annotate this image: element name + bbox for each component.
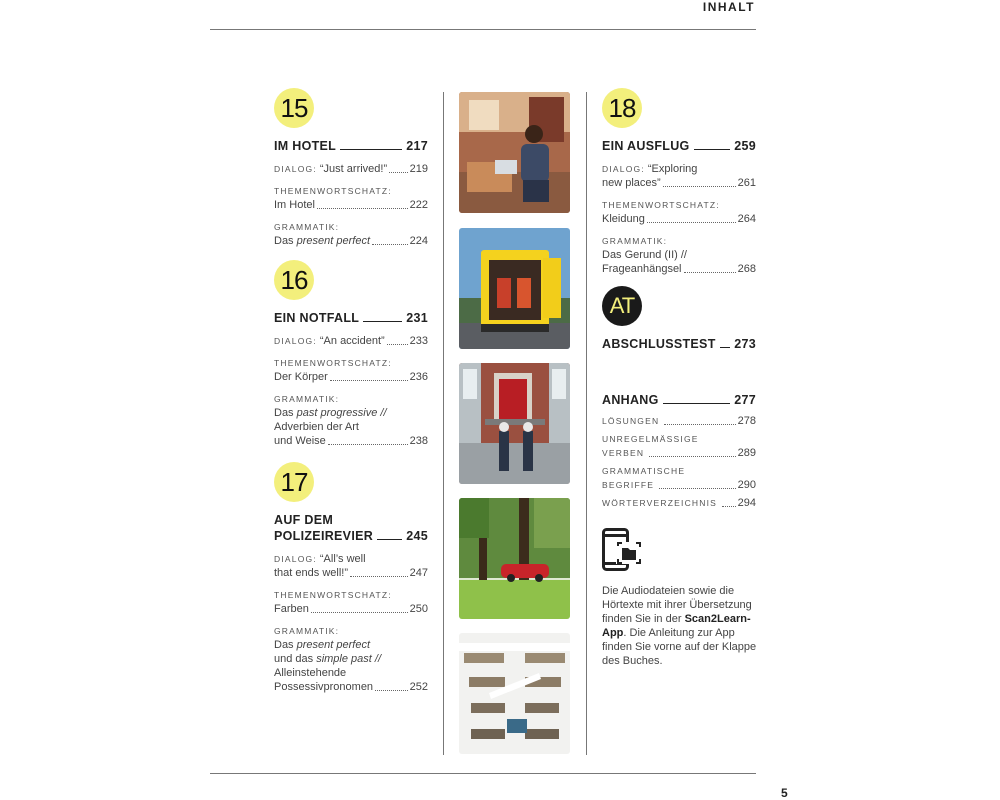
leader-dots: [350, 576, 408, 577]
entry-text: “Just arrived!”: [319, 163, 388, 175]
chapter-page: 259: [734, 139, 756, 153]
entry-page: 278: [737, 415, 756, 427]
ambulance-photo: [459, 228, 570, 349]
chapter-title-text: IM HOTEL: [274, 139, 337, 153]
appendix-item[interactable]: [602, 464, 756, 492]
grammar-entry[interactable]: [602, 234, 756, 276]
entry-page: 294: [737, 497, 756, 509]
entry-page: 289: [737, 447, 756, 459]
grammar-entry[interactable]: [274, 624, 428, 694]
section-title: INHALT: [702, 0, 755, 14]
entry-label: DIALOG:: [274, 336, 317, 346]
scan-phone-icon: [602, 528, 642, 572]
chapter-page: 231: [406, 311, 428, 325]
bottom-rule: [210, 773, 756, 774]
entry-page: 247: [409, 567, 428, 579]
entry-label: GRAMMATIK:: [274, 222, 340, 232]
chapter-number-badge: 17: [274, 462, 314, 502]
entry-page: 219: [409, 163, 428, 175]
chapter-page: 217: [406, 139, 428, 153]
entry-text: und Weise: [274, 435, 326, 447]
entry-label: BEGRIFFE: [602, 480, 655, 490]
chapter-number-badge: 16: [274, 260, 314, 300]
leader-dots: [387, 344, 408, 345]
entry-label: GRAMMATIK:: [602, 236, 668, 246]
entry-text: Frageanhängsel: [602, 263, 682, 275]
appendix-item[interactable]: [602, 414, 756, 428]
entry-page: 250: [409, 603, 428, 615]
entry-label: THEMENWORTSCHATZ:: [602, 200, 720, 210]
chapter-title[interactable]: [274, 310, 428, 326]
vocab-entry[interactable]: [274, 588, 428, 616]
chapter-16: [274, 260, 428, 448]
entry-text: DIALOG: “Exploring: [602, 163, 698, 175]
column-divider-left: [443, 92, 444, 755]
final-test-badge: AT: [602, 286, 642, 326]
appendix: [602, 382, 756, 510]
grammar-entry[interactable]: [274, 392, 428, 448]
column-divider-right: [586, 92, 587, 755]
entry-text: Das present perfect: [274, 235, 370, 247]
chapter-number-badge: 15: [274, 88, 314, 128]
chapter-number-badge: 18: [602, 88, 642, 128]
chapter-title[interactable]: [274, 512, 428, 544]
vocab-entry[interactable]: [602, 198, 756, 226]
leader-dots: [328, 444, 408, 445]
entry-text: that ends well!”: [274, 567, 348, 579]
leader-dots: [372, 244, 408, 245]
entry-label: DIALOG:: [274, 164, 317, 174]
entry-page: 252: [409, 681, 428, 693]
entry-page: 261: [737, 177, 756, 189]
chapter-title-text: EIN NOTFALL: [274, 311, 360, 325]
chapter-title[interactable]: [602, 138, 756, 154]
entry-page: 222: [409, 199, 428, 211]
entry-label: THEMENWORTSCHATZ:: [274, 186, 392, 196]
hotel-photo: [459, 92, 570, 213]
entry-page: 238: [409, 435, 428, 447]
entry-text: und das simple past //: [274, 653, 382, 665]
chapter-title[interactable]: [274, 138, 428, 154]
entry-text: Kleidung: [602, 213, 645, 225]
leader-line: [663, 403, 731, 404]
leader-line: [363, 321, 402, 322]
leader-dots: [389, 172, 408, 173]
entry-text: Das present perfect: [274, 639, 370, 651]
entry-text: new places”: [602, 177, 661, 189]
dialog-entry[interactable]: [274, 552, 428, 580]
entry-text: Das past progressive //: [274, 407, 387, 419]
leader-dots: [647, 222, 736, 223]
entry-page: 268: [737, 263, 756, 275]
entry-label: WÖRTERVERZEICHNIS: [602, 498, 718, 508]
entry-label: GRAMMATIK:: [274, 626, 340, 636]
entry-text: Farben: [274, 603, 309, 615]
entry-text: “An accident”: [319, 335, 385, 347]
dialog-entry[interactable]: [274, 162, 428, 176]
library-photo: [459, 633, 570, 754]
entry-text: Das Gerund (II) //: [602, 249, 687, 261]
chapter-title[interactable]: [602, 336, 756, 352]
final-test: [602, 286, 756, 352]
leader-line: [694, 149, 731, 150]
entry-label: THEMENWORTSCHATZ:: [274, 590, 392, 600]
entry-label: VERBEN: [602, 448, 645, 458]
entry-page: 290: [737, 479, 756, 491]
entry-page: 264: [737, 213, 756, 225]
chapter-title-text: AUF DEM POLIZEIREVIER: [274, 513, 374, 543]
chapter-page: 273: [734, 337, 756, 351]
entry-page: 233: [409, 335, 428, 347]
entry-page: 236: [409, 371, 428, 383]
audio-note: Die Audiodateien sowie die Hörtexte mit ihrer Übersetzung finden Sie in der Scan2Learn-App. Die Anleitung zur App finden Sie vorne auf der Klappe des Buches.: [602, 585, 757, 667]
appendix-title[interactable]: [602, 392, 756, 408]
leader-dots: [659, 488, 736, 489]
entry-label: GRAMMATISCHE: [602, 466, 686, 476]
entry-text: Im Hotel: [274, 199, 315, 211]
appendix-item[interactable]: [602, 432, 756, 460]
entry-label: LÖSUNGEN: [602, 416, 660, 426]
chapter-17: [274, 462, 428, 694]
vocab-entry[interactable]: [274, 356, 428, 384]
police-station-photo: [459, 363, 570, 484]
leader-dots: [722, 506, 736, 507]
entry-label: UNREGELMÄSSIGE: [602, 434, 699, 444]
leader-dots: [311, 612, 408, 613]
chapter-title-text: ANHANG: [602, 393, 659, 407]
chapter-15: [274, 88, 428, 248]
grammar-entry[interactable]: [274, 220, 428, 248]
entry-page: 224: [409, 235, 428, 247]
leader-dots: [317, 208, 408, 209]
leader-dots: [663, 186, 736, 187]
dialog-entry[interactable]: [274, 334, 428, 348]
leader-line: [720, 347, 731, 348]
entry-label: THEMENWORTSCHATZ:: [274, 358, 392, 368]
entry-text: Alleinstehende: [274, 667, 347, 679]
chapter-title-text: ABSCHLUSSTEST: [602, 337, 716, 351]
park-car-photo: [459, 498, 570, 619]
leader-line: [340, 149, 402, 150]
leader-dots: [664, 424, 735, 425]
entry-text: Possessivpronomen: [274, 681, 374, 693]
entry-label: GRAMMATIK:: [274, 394, 340, 404]
app-name: Scan2Learn-App: [602, 613, 751, 639]
top-rule: [210, 29, 756, 30]
leader-dots: [375, 690, 408, 691]
vocab-entry[interactable]: [274, 184, 428, 212]
appendix-item[interactable]: [602, 496, 756, 510]
leader-dots: [330, 380, 408, 381]
entry-text: Der Körper: [274, 371, 328, 383]
chapter-title-text: EIN AUSFLUG: [602, 139, 690, 153]
entry-text: DIALOG: “All’s well: [274, 553, 366, 565]
chapter-page: 245: [406, 529, 428, 543]
chapter-18: [602, 88, 756, 276]
leader-dots: [684, 272, 736, 273]
entry-text: Adverbien der Art: [274, 421, 359, 433]
leader-line: [377, 539, 402, 540]
chapter-page: 277: [734, 393, 756, 407]
page-number: 5: [781, 786, 788, 800]
dialog-entry[interactable]: [602, 162, 756, 190]
leader-dots: [649, 456, 735, 457]
